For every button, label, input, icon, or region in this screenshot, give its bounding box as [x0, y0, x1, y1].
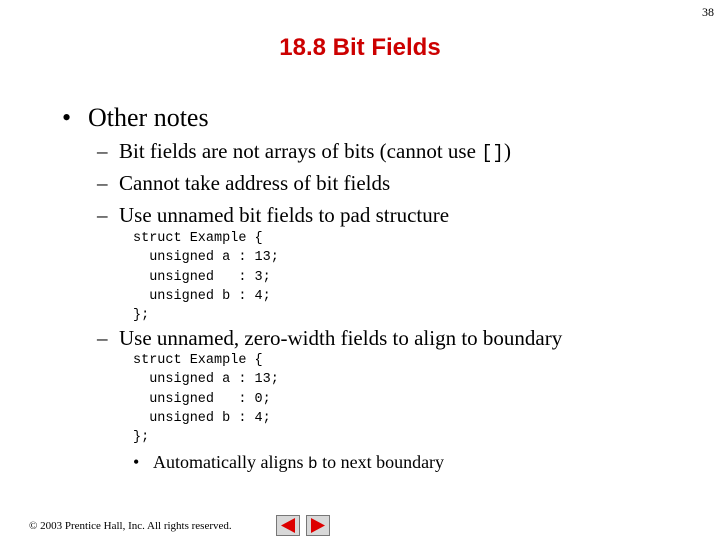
code-example-pad: struct Example { unsigned a : 13; unsigned : 3; unsigned b : 4; };	[133, 231, 279, 324]
note-text: Bit fields are not arrays of bits (cannot use	[119, 139, 482, 163]
sub-bullet-aligns	[133, 452, 444, 473]
bullet-other-notes	[62, 103, 209, 133]
note-text: Cannot take address of bit fields	[119, 171, 391, 195]
sub-bullet-text: Automatically aligns	[153, 452, 308, 472]
dash-marker: –	[97, 171, 108, 195]
inline-code-b: b	[307, 455, 318, 473]
note-text: Use unnamed bit fields to pad structure	[119, 203, 450, 227]
note-text-end: )	[503, 139, 511, 163]
next-slide-button[interactable]	[306, 515, 330, 536]
code-example-align: struct Example { unsigned a : 13; unsigned : 0; unsigned b : 4; };	[133, 353, 279, 446]
triangle-right-icon	[307, 516, 329, 535]
note-no-address	[97, 171, 390, 196]
bullet-label: Other notes	[88, 103, 209, 132]
slide-title: 18.8 Bit Fields	[279, 34, 441, 61]
note-unnamed-pad	[97, 203, 449, 228]
triangle-left-icon	[277, 516, 299, 535]
dash-marker: –	[97, 139, 108, 163]
inline-code-brackets: []	[481, 142, 504, 164]
copyright-footer: © 2003 Prentice Hall, Inc. All rights reserved.	[29, 520, 232, 532]
bullet-dot: •	[133, 452, 140, 472]
bullet-dot: •	[62, 103, 72, 132]
dash-marker: –	[97, 326, 108, 350]
dash-marker: –	[97, 203, 108, 227]
note-zero-width	[97, 326, 562, 351]
slide-number: 38	[702, 5, 714, 19]
prev-slide-button[interactable]	[276, 515, 300, 536]
sub-bullet-text-end: to next boundary	[317, 452, 445, 472]
note-text: Use unnamed, zero-width fields to align to boundary	[119, 326, 563, 350]
note-not-arrays	[97, 139, 511, 164]
